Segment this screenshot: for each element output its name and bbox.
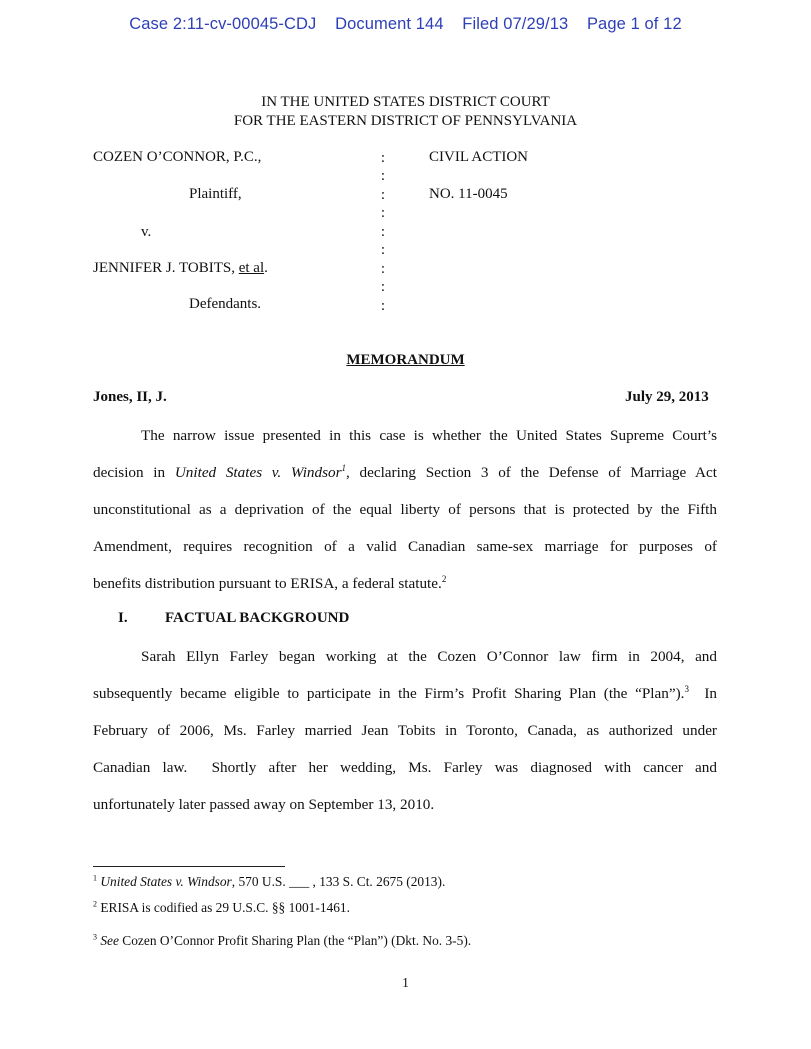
document-number: Document 144: [335, 15, 444, 33]
defendant-period: .: [264, 260, 268, 276]
caption-colon: :: [380, 224, 386, 240]
text-line: unfortunately later passed away on September 13, 2010.: [93, 796, 435, 813]
page-number: 1: [402, 975, 409, 990]
text-line: benefits distribution pursuant to ERISA, a federal statute.$^2$: [93, 573, 447, 592]
caption-colon: :: [380, 298, 386, 314]
footnote-2: $^2$ ERISA is codified as 29 U.S.C. §§ 1001-1461.: [93, 899, 350, 915]
footnote-divider: [93, 866, 285, 867]
text-line: unconstitutional as a deprivation of the equal liberty of persons that is protected by the Fifth: [93, 501, 717, 518]
text-line: decision in United States v. Windsor$^1$, declaring Section 3 of the Defense of Marriage Act: [93, 462, 717, 481]
caption-colon: :: [380, 205, 386, 221]
footnote-ref: 3: [684, 683, 689, 694]
versus: v.: [141, 224, 152, 240]
footnote-ref: 1: [341, 462, 347, 473]
caption-colon: :: [380, 261, 386, 277]
text-line: Amendment, requires recognition of a valid Canadian same-sex marriage for purposes of: [93, 538, 717, 555]
court-name-line2: FOR THE EASTERN DISTRICT OF PENNSYLVANIA: [233, 113, 578, 129]
memorandum-title-text: MEMORANDUM: [346, 352, 465, 368]
caption-colon: :: [380, 168, 386, 184]
plaintiff-role: Plaintiff,: [189, 186, 242, 202]
filing-header-stamp: [0, 15, 811, 34]
footnote-1: $^1$ United States v. Windsor, 570 U.S. ___ , 133 S. Ct. 2675 (2013).: [93, 873, 446, 889]
civil-action-label: CIVIL ACTION: [429, 149, 529, 165]
caption-colon: :: [380, 242, 386, 258]
filed-date: Filed 07/29/13: [462, 15, 569, 33]
caption-colon: :: [380, 187, 386, 203]
text-line: The narrow issue presented in this case is whether the United States Supreme Court’s: [141, 427, 717, 444]
memorandum-title: [0, 352, 811, 369]
plaintiff-name: COZEN O’CONNOR, P.C.,: [93, 149, 262, 165]
defendant-et-al: et al: [238, 260, 265, 276]
text-line: February of 2006, Ms. Farley married Jean Tobits in Toronto, Canada, as authorized under: [93, 722, 717, 739]
section-heading: FACTUAL BACKGROUND: [165, 610, 350, 626]
action-number: NO. 11-0045: [429, 186, 508, 202]
defendant-name-text: JENNIFER J. TOBITS,: [93, 260, 235, 276]
defendant-name: [93, 260, 268, 277]
paragraph-issue: [93, 417, 717, 602]
paragraph-facts: [93, 638, 717, 823]
defendant-role: Defendants.: [189, 296, 262, 312]
court-name-line1: IN THE UNITED STATES DISTRICT COURT: [261, 94, 550, 110]
judge-name: Jones, II, J.: [93, 389, 167, 405]
case-number: Case 2:11-cv-00045-CDJ: [129, 15, 317, 33]
text-line: Canadian law. Shortly after her wedding, Ms. Farley was diagnosed with cancer and: [93, 759, 717, 776]
memo-date: July 29, 2013: [625, 389, 709, 405]
page-indicator: Page 1 of 12: [586, 15, 682, 33]
section-number: I.: [118, 610, 128, 626]
footnote-ref: 2: [441, 573, 447, 584]
text-line: subsequently became eligible to participate in the Firm’s Profit Sharing Plan (the “Plan”).$^3$ In: [93, 683, 718, 702]
caption-colon: :: [380, 279, 386, 295]
footnote-signal: See: [100, 933, 119, 948]
footnote-case: United States v. Windsor: [100, 874, 232, 889]
case-citation: United States v. Windsor: [174, 464, 342, 481]
text-line: Sarah Ellyn Farley began working at the Cozen O’Connor law firm in 2004, and: [141, 648, 717, 665]
caption-colon: :: [380, 150, 386, 166]
footnote-3: $^3$ See Cozen O’Connor Profit Sharing Plan (the “Plan”) (Dkt. No. 3-5).: [93, 932, 472, 948]
